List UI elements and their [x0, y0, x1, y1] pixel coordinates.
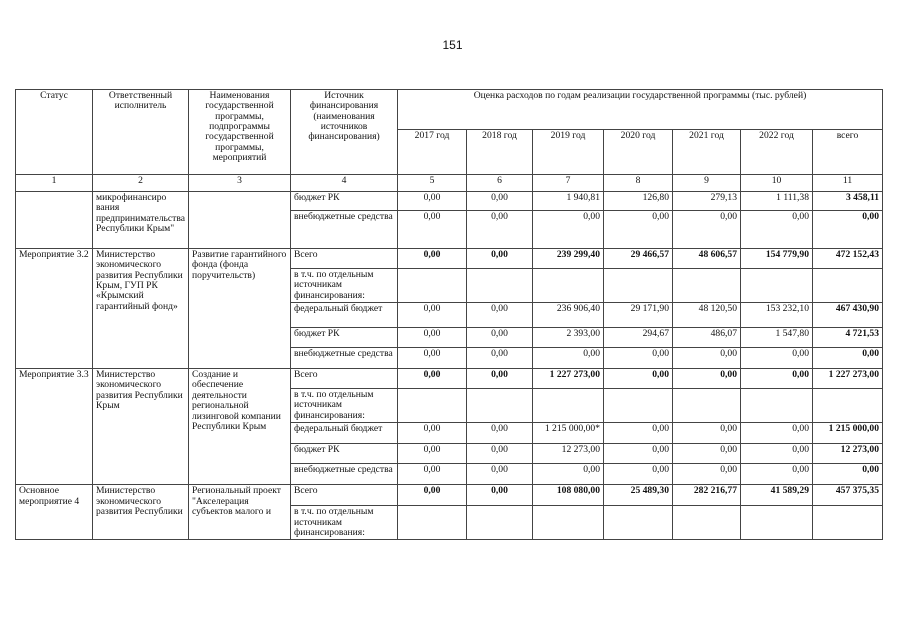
header-year: 2019 год [533, 130, 604, 175]
year-value-cell: 0,00 [467, 303, 533, 328]
year-value-cell: 0,00 [741, 211, 813, 249]
table-row [16, 249, 883, 269]
table-row [16, 369, 883, 389]
year-value-cell: 1 227 273,00 [533, 369, 604, 389]
year-value-cell: 0,00 [604, 444, 673, 464]
year-value-cell: 0,00 [673, 423, 741, 444]
year-value-cell: 239 299,40 [533, 249, 604, 269]
funding-source-cell: бюджет РК [291, 192, 398, 211]
year-value-cell: 0,00 [398, 303, 467, 328]
year-value-cell: 0,00 [673, 211, 741, 249]
table-row [16, 192, 883, 211]
year-value-cell: 1 111,38 [741, 192, 813, 211]
year-value-cell: 0,00 [741, 464, 813, 485]
year-value-cell: 0,00 [467, 328, 533, 348]
total-value-cell [813, 506, 883, 540]
column-number: 6 [467, 175, 533, 192]
executor-cell: микрофинансиро вания предпринимательства Республики Крым" [93, 192, 189, 249]
funding-source-cell: федеральный бюджет [291, 423, 398, 444]
year-value-cell: 0,00 [673, 444, 741, 464]
status-cell [16, 192, 93, 249]
column-number: 2 [93, 175, 189, 192]
year-value-cell: 0,00 [467, 485, 533, 506]
program-name-cell: Создание и обеспечение деятельности региональной лизинговой компании Республики Крым [189, 369, 291, 485]
year-value-cell: 0,00 [604, 211, 673, 249]
total-value-cell: 0,00 [813, 464, 883, 485]
column-number: 5 [398, 175, 467, 192]
year-value-cell: 0,00 [398, 249, 467, 269]
funding-source-cell: Всего [291, 249, 398, 269]
year-value-cell: 0,00 [741, 348, 813, 369]
year-value-cell: 0,00 [398, 348, 467, 369]
year-value-cell: 0,00 [604, 369, 673, 389]
status-cell: Мероприятие 3.2 [16, 249, 93, 369]
year-value-cell: 0,00 [467, 192, 533, 211]
column-number: 1 [16, 175, 93, 192]
year-value-cell: 0,00 [398, 444, 467, 464]
status-cell: Мероприятие 3.3 [16, 369, 93, 485]
funding-source-cell: внебюджетные средства [291, 464, 398, 485]
column-number: 4 [291, 175, 398, 192]
column-number: 7 [533, 175, 604, 192]
year-value-cell: 29 466,57 [604, 249, 673, 269]
total-value-cell: 1 215 000,00 [813, 423, 883, 444]
year-value-cell [673, 389, 741, 423]
year-value-cell [741, 389, 813, 423]
year-value-cell: 25 489,30 [604, 485, 673, 506]
total-value-cell: 472 152,43 [813, 249, 883, 269]
program-name-cell: Развитие гарантийного фонда (фонда поручительств) [189, 249, 291, 369]
year-value-cell: 126,80 [604, 192, 673, 211]
year-value-cell: 0,00 [467, 348, 533, 369]
year-value-cell: 486,07 [673, 328, 741, 348]
year-value-cell [398, 389, 467, 423]
page-number: 151 [442, 38, 463, 52]
year-value-cell: 0,00 [398, 192, 467, 211]
total-value-cell: 0,00 [813, 211, 883, 249]
year-value-cell: 12 273,00 [533, 444, 604, 464]
year-value-cell: 0,00 [398, 328, 467, 348]
year-value-cell: 236 906,40 [533, 303, 604, 328]
executor-cell: Министерство экономического развития Республики Крым, ГУП РК «Крымский гарантийный фонд» [93, 249, 189, 369]
header-year: 2021 год [673, 130, 741, 175]
year-value-cell: 0,00 [398, 485, 467, 506]
header-total: всего [813, 130, 883, 175]
total-value-cell: 4 721,53 [813, 328, 883, 348]
year-value-cell: 29 171,90 [604, 303, 673, 328]
year-value-cell: 0,00 [398, 423, 467, 444]
year-value-cell: 0,00 [741, 369, 813, 389]
year-value-cell: 0,00 [741, 444, 813, 464]
header-status: Статус [16, 90, 93, 175]
year-value-cell [673, 506, 741, 540]
header-program-name: Наименования государственной программы, подпрограммы государственной программы, мероприятий [189, 90, 291, 175]
year-value-cell: 0,00 [467, 423, 533, 444]
year-value-cell: 282 216,77 [673, 485, 741, 506]
program-name-cell [189, 192, 291, 249]
total-value-cell: 0,00 [813, 348, 883, 369]
year-value-cell: 0,00 [398, 369, 467, 389]
executor-cell: Министерство экономического развития Республики Крым [93, 369, 189, 485]
year-value-cell [741, 269, 813, 303]
total-value-cell: 1 227 273,00 [813, 369, 883, 389]
year-value-cell [533, 389, 604, 423]
year-value-cell [741, 506, 813, 540]
funding-source-cell: внебюджетные средства [291, 211, 398, 249]
year-value-cell: 0,00 [467, 211, 533, 249]
year-value-cell: 0,00 [673, 369, 741, 389]
column-number: 9 [673, 175, 741, 192]
year-value-cell [533, 269, 604, 303]
year-value-cell: 0,00 [467, 369, 533, 389]
year-value-cell: 0,00 [467, 444, 533, 464]
table-row [16, 485, 883, 506]
year-value-cell [604, 269, 673, 303]
year-value-cell [673, 269, 741, 303]
column-number: 8 [604, 175, 673, 192]
year-value-cell [533, 506, 604, 540]
year-value-cell: 294,67 [604, 328, 673, 348]
year-value-cell: 0,00 [673, 464, 741, 485]
year-value-cell [467, 269, 533, 303]
year-value-cell: 0,00 [741, 423, 813, 444]
header-funding-source: Источник финансирования (наименования источников финансирования) [291, 90, 398, 175]
year-value-cell [398, 269, 467, 303]
total-value-cell [813, 389, 883, 423]
year-value-cell: 1 547,80 [741, 328, 813, 348]
column-numbers-row [16, 175, 883, 192]
year-value-cell: 0,00 [604, 464, 673, 485]
funding-source-cell: федеральный бюджет [291, 303, 398, 328]
funding-source-cell: Всего [291, 369, 398, 389]
year-value-cell: 0,00 [533, 348, 604, 369]
year-value-cell: 0,00 [467, 464, 533, 485]
year-value-cell: 48 606,57 [673, 249, 741, 269]
year-value-cell: 0,00 [398, 464, 467, 485]
expenses-table [15, 89, 883, 540]
status-cell: Основное мероприятие 4 [16, 485, 93, 540]
year-value-cell: 0,00 [673, 348, 741, 369]
total-value-cell: 12 273,00 [813, 444, 883, 464]
funding-source-cell: в т.ч. по отдельным источникам финансирования: [291, 389, 398, 423]
header-executor: Ответственный исполнитель [93, 90, 189, 175]
header-year: 2018 год [467, 130, 533, 175]
year-value-cell: 154 779,90 [741, 249, 813, 269]
year-value-cell [604, 389, 673, 423]
funding-source-cell: внебюджетные средства [291, 348, 398, 369]
year-value-cell: 2 393,00 [533, 328, 604, 348]
year-value-cell: 0,00 [533, 464, 604, 485]
total-value-cell: 467 430,90 [813, 303, 883, 328]
column-number: 3 [189, 175, 291, 192]
year-value-cell [467, 506, 533, 540]
year-value-cell [467, 389, 533, 423]
year-value-cell: 0,00 [533, 211, 604, 249]
funding-source-cell: Всего [291, 485, 398, 506]
total-value-cell: 3 458,11 [813, 192, 883, 211]
total-value-cell [813, 269, 883, 303]
year-value-cell: 1 940,81 [533, 192, 604, 211]
funding-source-cell: бюджет РК [291, 444, 398, 464]
header-year: 2022 год [741, 130, 813, 175]
year-value-cell: 0,00 [467, 249, 533, 269]
year-value-cell: 153 232,10 [741, 303, 813, 328]
year-value-cell: 48 120,50 [673, 303, 741, 328]
year-value-cell: 41 589,29 [741, 485, 813, 506]
header-expenses-title: Оценка расходов по годам реализации государственной программы (тыс. рублей) [398, 90, 883, 130]
column-number: 10 [741, 175, 813, 192]
funding-source-cell: в т.ч. по отдельным источникам финансирования: [291, 269, 398, 303]
year-value-cell: 0,00 [398, 211, 467, 249]
year-value-cell: 0,00 [604, 423, 673, 444]
funding-source-cell: бюджет РК [291, 328, 398, 348]
year-value-cell [398, 506, 467, 540]
year-value-cell: 1 215 000,00* [533, 423, 604, 444]
funding-source-cell: в т.ч. по отдельным источникам финансирования: [291, 506, 398, 540]
column-number: 11 [813, 175, 883, 192]
year-value-cell: 279,13 [673, 192, 741, 211]
executor-cell: Министерство экономического развития Республики [93, 485, 189, 540]
total-value-cell: 457 375,35 [813, 485, 883, 506]
year-value-cell: 0,00 [604, 348, 673, 369]
header-year: 2017 год [398, 130, 467, 175]
program-name-cell: Региональный проект "Акселерация субъектов малого и [189, 485, 291, 540]
year-value-cell [604, 506, 673, 540]
year-value-cell: 108 080,00 [533, 485, 604, 506]
header-year: 2020 год [604, 130, 673, 175]
